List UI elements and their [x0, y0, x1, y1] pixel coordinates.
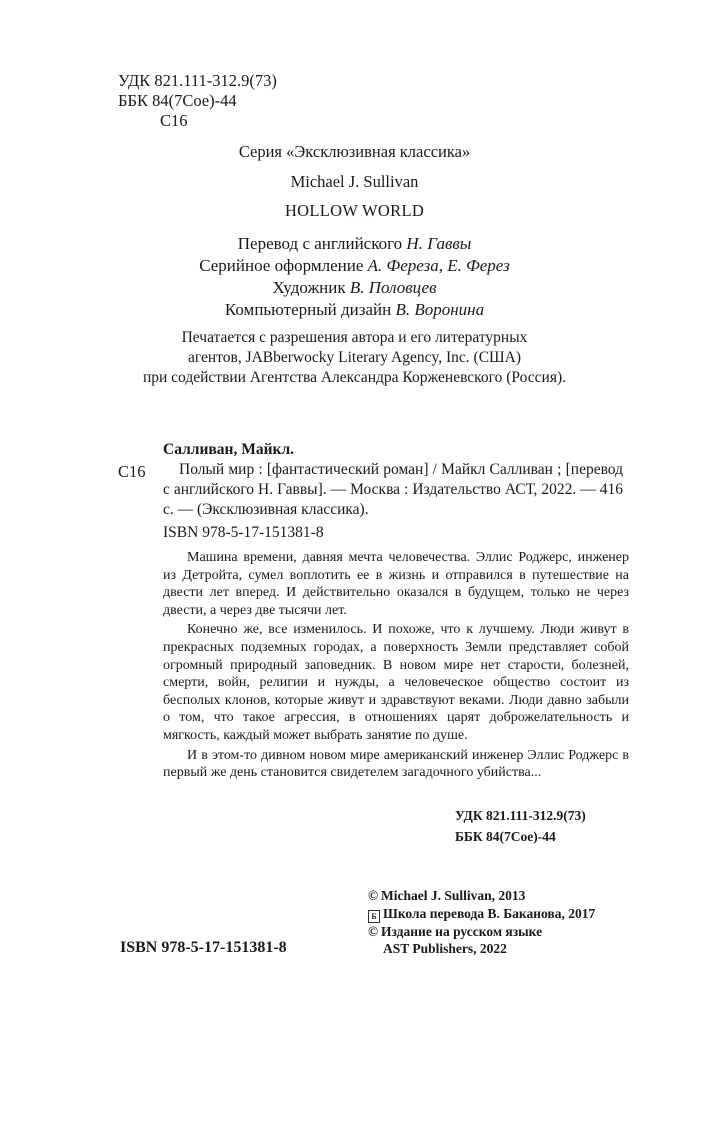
author-mark: С16	[160, 111, 188, 130]
copyright-text: Издание на русском языке	[381, 923, 543, 939]
udc-code-bold: УДК 821.111-312.9(73)	[455, 808, 586, 823]
translation-school-icon: Б	[368, 910, 380, 923]
credit-computer-design	[0, 299, 709, 321]
permission-line: агентов, JABberwocky Literary Agency, Inc. (США)	[187, 349, 522, 366]
credit-role: Перевод с английского	[237, 234, 407, 253]
original-author: Michael J. Sullivan	[290, 172, 419, 191]
credit-role: Компьютерный дизайн	[224, 300, 396, 319]
credits-block	[0, 233, 709, 321]
isbn-bold: ISBN 978-5-17-151381-8	[120, 939, 287, 956]
bib-isbn: ISBN 978-5-17-151381-8	[163, 524, 324, 541]
copyright-text: Школа перевода В. Баканова, 2017	[383, 905, 596, 921]
copyright-text: Michael J. Sullivan, 2013	[381, 888, 526, 903]
credit-name: В. Воронина	[395, 300, 485, 319]
abstract-paragraph: И в этом-то дивном новом мире американский инженер Эллис Роджерс в первый же день становится свидетелем загадочного убийства...	[163, 747, 629, 781]
udc-code: УДК 821.111-312.9(73)	[118, 71, 277, 90]
permission-notice	[0, 328, 709, 388]
credit-role: Художник	[272, 278, 350, 297]
credit-name: Н. Гаввы	[406, 234, 472, 253]
credit-name: А. Фереза, Е. Ферез	[367, 256, 510, 275]
copyright-publisher: AST Publishers, 2022	[383, 941, 507, 956]
abstract-paragraph: Машина времени, давняя мечта человечества. Эллис Роджерс, инженер из Детройта, сумел воплотить ее в жизнь и отправился в путешествие на двести лет вперед. И действительно оказался в будущем, только не через двести, а через две тысячи лет.	[163, 550, 629, 618]
copyright-block	[368, 887, 595, 958]
series-name: Серия «Эксклюзивная классика»	[238, 142, 471, 161]
copyright-translation	[368, 905, 595, 923]
copyright-icon: ©	[368, 923, 379, 939]
abstract-paragraph: Конечно же, все изменилось. И похоже, что к лучшему. Люди живут в прекрасных подземных городах, а поверхность Земли представляет собой огромный природный заповедник. В новом мире нет старости, болезней, смерти, войн, религии и нужды, а человеческое общество состоит из бесполых клонов, которые живут и здравствуют веками. Люди давно забыли о том, что такое агрессия, в отношениях царят доброжелательность и мягкость, каждый может выбрать занятие по душе.	[163, 622, 629, 743]
credit-name: В. Половцев	[349, 278, 437, 297]
book-abstract	[163, 549, 629, 782]
permission-line: Печатается с разрешения автора и его литературных	[181, 329, 528, 346]
original-title: HOLLOW WORLD	[284, 201, 425, 220]
copyright-icon: ©	[368, 888, 379, 903]
copyright-author	[368, 887, 595, 905]
credit-role: Серийное оформление	[199, 256, 368, 275]
credit-artist	[0, 277, 709, 299]
bibliographic-record	[163, 440, 623, 543]
credit-translator	[0, 233, 709, 255]
udc-block-bold	[455, 805, 586, 847]
bib-author: Салливан, Майкл.	[163, 441, 295, 458]
permission-line: при содействии Агентства Александра Корженевского (Россия).	[142, 369, 567, 386]
bib-author-mark: С16	[118, 462, 146, 481]
bbk-code-bold: ББК 84(7Сое)-44	[455, 829, 556, 844]
bib-entry: Полый мир : [фантастический роман] / Майкл Салливан ; [перевод с английского Н. Гаввы]. — Москва : Издательство АСТ, 2022. — 416 с. — (Эксклюзивная классика).	[163, 461, 623, 518]
copyright-edition	[368, 923, 595, 941]
credit-series-design	[0, 255, 709, 277]
header-classification-codes	[118, 71, 277, 131]
bbk-code: ББК 84(7Сое)-44	[118, 91, 237, 110]
